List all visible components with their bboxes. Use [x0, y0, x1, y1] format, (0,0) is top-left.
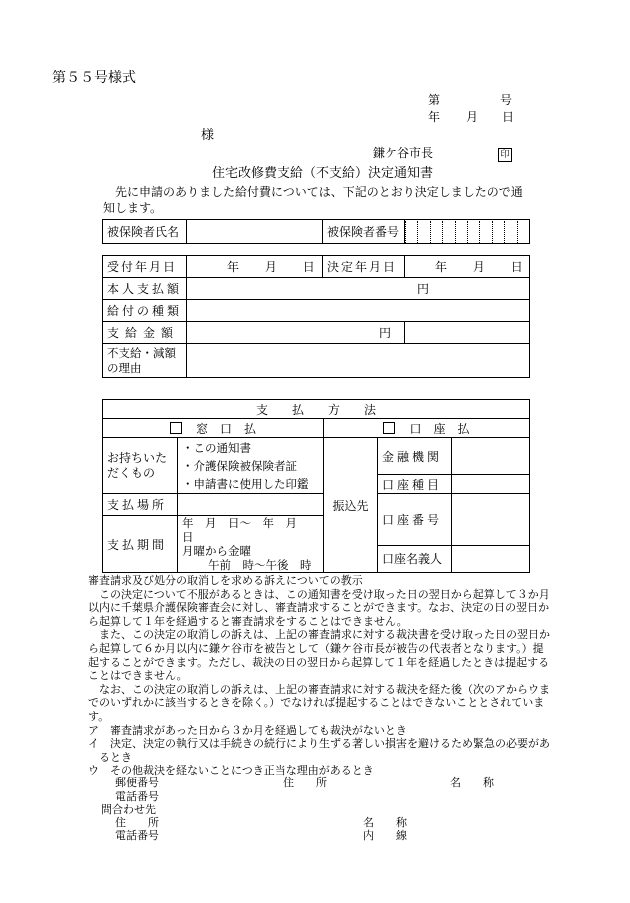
payment-place-label: 支払場所 [103, 494, 178, 516]
day-label: 日 [502, 110, 515, 124]
payment-amount-extra [405, 322, 530, 344]
seal-mark: 印 [498, 146, 512, 162]
payment-method-header: 支 払 方 法 [103, 400, 530, 419]
received-date-label: 受付年月日 [103, 256, 187, 278]
self-payment-field[interactable]: 円 [187, 278, 530, 300]
payment-period-field: 年 月 日〜 年 月 日 月曜から金曜 午前 時〜午後 時 [178, 516, 324, 573]
extension-label: 内 線 [363, 829, 407, 842]
insured-name-label: 被保険者氏名 [103, 220, 187, 244]
insured-name-field[interactable] [187, 220, 323, 244]
bank-label: 金融機関 [378, 438, 452, 475]
decided-date-field[interactable]: 年 月 日 [405, 256, 530, 278]
notice-paragraph-3: なお、この決定の取消しの訴えは、上記の審査請求に対する裁決を経た後（次のアからウまでのいずれかに該当するときを除く。）でなければ提起することはできないこととされています。 [88, 682, 550, 723]
items-to-bring-list: ・この通知書 ・介護保険被保険者証 ・申請書に使用した印鑑 [178, 438, 324, 494]
payment-amount-field[interactable]: 円 [187, 322, 405, 344]
notice-item-a: ア 審査請求があった日から３か月を経過しても裁決がないとき [88, 723, 407, 737]
phone-label: 電話番号 [115, 790, 159, 803]
account-number-label: 口座番号 [378, 494, 452, 546]
notice-item-u: ウ その他裁決を経ないことにつき正当な理由があるとき [88, 764, 374, 778]
notice-paragraph-1: この決定について不服があるときは、この通知書を受け取った日の翌日から起算して３か月以内に千葉県介護保険審査会に対し、審査請求することができます。なお、決定の日の翌日から起算して１年を経過すると審査請求をすることはできません。 [88, 587, 550, 628]
account-payment-option[interactable]: 口 座 払 [324, 419, 530, 438]
notice-item-i: イ 決定、決定の執行又は手続きの続行により生ずる著しい損害を避けるため緊急の必要があるとき [88, 737, 550, 764]
insured-table [102, 219, 530, 244]
reason-field[interactable] [187, 344, 530, 378]
contact-label: 問合わせ先 [101, 803, 156, 816]
received-date-field[interactable]: 年 月 日 [187, 256, 323, 278]
account-type-label: 口座種目 [378, 475, 452, 494]
issuer: 鎌ケ谷市長 [373, 146, 434, 160]
benefit-type-label: 給付の種類 [103, 300, 187, 322]
document-title: 住宅改修費支給（不支給）決定通知書 [212, 166, 434, 181]
account-holder-label: 口座名義人 [378, 545, 452, 572]
address-label: 住 所 [283, 776, 327, 789]
payment-place-field[interactable] [178, 494, 324, 516]
insured-number-label: 被保険者番号 [323, 220, 405, 244]
payment-period-label: 支払期間 [103, 516, 178, 573]
notice-paragraph-2: また、この決定の取消しの訴えは、上記の審査請求に対する裁決書を受け取った日の翌日から起算して６か月以内に鎌ケ谷市を被告として（鎌ケ谷市長が被告の代表者となります。）提起することができます。ただし、裁決の日の翌日から起算して１年を経過したときは提起することはできません。 [88, 628, 550, 683]
name-label: 名 称 [450, 776, 494, 789]
contact-phone-label: 電話番号 [115, 829, 159, 842]
items-to-bring-label: お持ちいただくもの [103, 438, 178, 494]
contact-name-label: 名 称 [363, 816, 407, 829]
notice-heading: 審査請求及び処分の取消しを求める訴えについての教示 [88, 574, 363, 587]
form-number: 第５５号様式 [52, 70, 136, 86]
appeal-notice [88, 574, 554, 778]
addressee-suffix: 様 [201, 128, 215, 143]
payment-amount-label: 支給金額 [103, 322, 187, 344]
postal-code-label: 郵便番号 [115, 776, 159, 789]
benefit-type-field[interactable] [187, 300, 530, 322]
intro-text: 先に申請のありました給付費については、下記のとおり決定しましたので通知します。 [103, 185, 523, 215]
window-payment-option[interactable]: 窓 口 払 [103, 419, 324, 438]
decision-table [102, 255, 530, 378]
account-payment-checkbox[interactable] [383, 422, 395, 434]
payment-method-table [102, 399, 530, 573]
account-number-field[interactable] [452, 494, 530, 546]
transfer-destination-label: 振込先 [324, 438, 378, 573]
document-number-suffix: 号 [500, 93, 513, 107]
document-number-label: 第 [428, 93, 441, 107]
account-type-field[interactable] [452, 475, 530, 494]
reason-label: 不支給・減額の理由 [103, 344, 187, 378]
window-payment-checkbox[interactable] [170, 422, 182, 434]
bank-field[interactable] [452, 438, 530, 475]
self-payment-label: 本人支払額 [103, 278, 187, 300]
account-holder-field[interactable] [452, 545, 530, 572]
year-label: 年 [428, 110, 441, 124]
insured-number-field[interactable] [405, 220, 530, 244]
contact-address-label: 住 所 [115, 816, 159, 829]
decided-date-label: 決定年月日 [323, 256, 405, 278]
month-label: 月 [466, 110, 479, 124]
